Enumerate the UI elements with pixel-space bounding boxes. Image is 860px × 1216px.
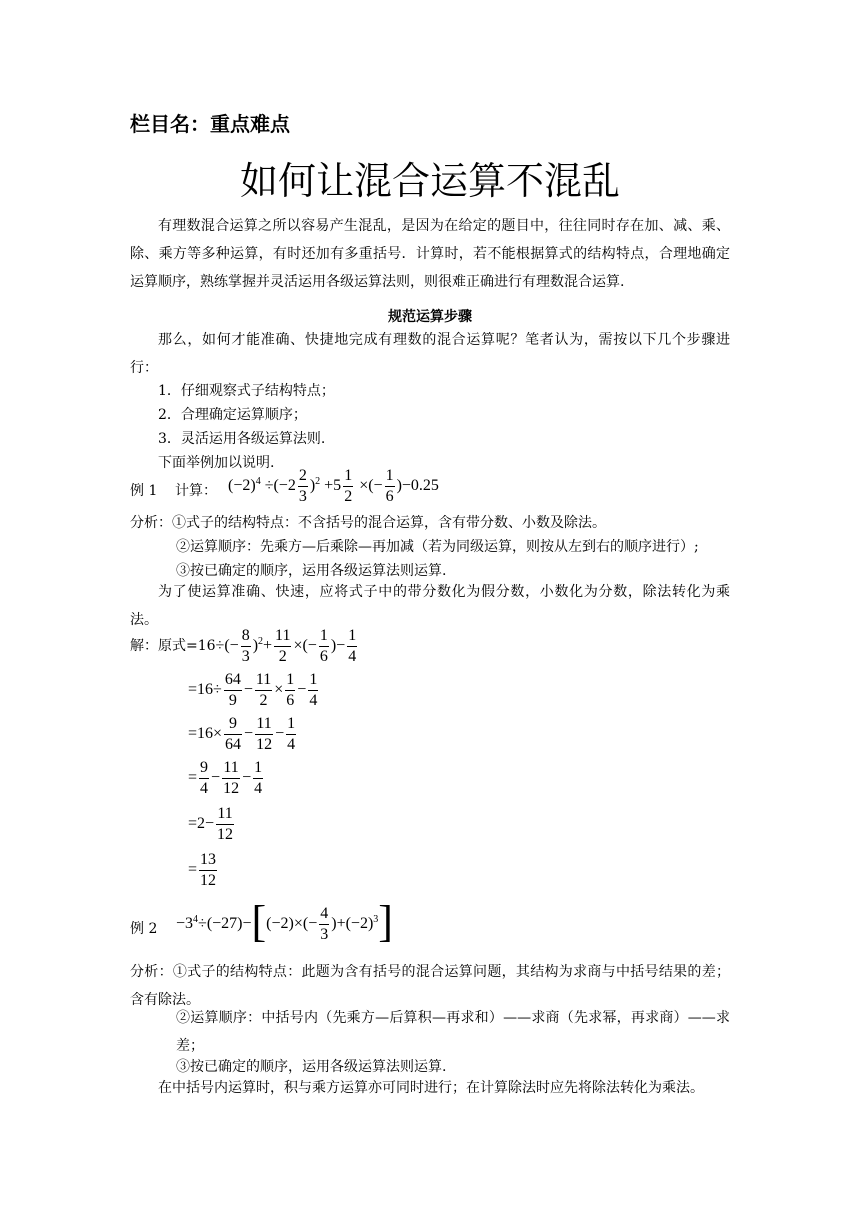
example-2-expression: $-3^4\div(-27)-[(-2)\times(-$ $\frac{4}{3}$ )$+(-2)^3$] — [176, 897, 393, 947]
example-1-label: 例 1 — [130, 483, 158, 499]
example-intro: 下面举例加以说明. — [158, 455, 275, 471]
example-1-analysis-3: ③按已确定的顺序，运用各级运算法则运算. — [176, 563, 447, 579]
solution-line-6: = $\frac{13}{12}$ — [188, 851, 217, 889]
lead-paragraph: 那么，如何才能准确、快捷地完成有理数的混合运算呢？笔者认为，需按以下几个步骤进行： — [130, 332, 730, 376]
solution-line-4: = $\frac{9}{4}$ − $\frac{11}{12}$ − $\frac{1}{4}$ — [188, 759, 263, 797]
step-1: 1．仔细观察式子结构特点； — [158, 383, 335, 399]
intro-paragraph: 有理数混合运算之所以容易产生混乱，是因为在给定的题目中，往往同时存在加、减、乘、除、乘方等多种运算，有时还加有多重括号．计算时，若不能根据算式的结构特点，合理地确定运算顺序，熟练掌握并灵活运用各级运算法则，则很难正确进行有理数混合运算. — [130, 218, 730, 290]
solution-line-1: 解：原式=16÷(− $\frac{8}{3}$ )$^2$+ $\frac{11}{2}$ ×(− $\frac{1}{6}$ )− $\frac{1}{4}$ — [130, 627, 357, 665]
example-2-note: 在中括号内运算时，积与乘方运算亦可同时进行；在计算除法时应先将除法转化为乘法。 — [158, 1080, 704, 1096]
example-2-analysis-3: ③按已确定的顺序，运用各级运算法则运算. — [176, 1059, 447, 1075]
example-1-expression: $(-2)^4 \div(-2$ $\frac{2}{3}$ )$^2$ +5 $\frac{1}{2}$ ×(− $\frac{1}{6}$ )−0.25 — [228, 467, 439, 505]
step-3: 3．灵活运用各级运算法则. — [158, 431, 326, 447]
solution-line-3: =16× $\frac{9}{64}$ − $\frac{11}{12}$ − $\frac{1}{4}$ — [188, 715, 296, 753]
solution-line-2: =16÷ $\frac{64}{9}$ − $\frac{11}{2}$ × $\frac{1}{6}$ − $\frac{1}{4}$ — [188, 671, 318, 709]
column-label: 栏目名：重点难点 — [130, 112, 290, 136]
page-title: 如何让混合运算不混乱 — [239, 159, 620, 203]
example-1-analysis-1: 分析：①式子的结构特点：不含括号的混合运算，含有带分数、小数及除法。 — [130, 515, 606, 531]
example-1-prompt: 计算： — [175, 483, 217, 499]
example-2-analysis-2: ②运算顺序：中括号内（先乘方—后算积—再求和）——求商（先求幂，再求商）——求差； — [176, 1010, 730, 1054]
example-2-analysis-1: 分析：①式子的结构特点：此题为含有括号的混合运算问题，其结构为求商与中括号结果的差；含有除法。 — [130, 964, 730, 1008]
step-2: 2．合理确定运算顺序； — [158, 407, 307, 423]
example-1-note: 为了使运算准确、快速，应将式子中的带分数化为假分数，小数化为分数，除法转化为乘法。 — [130, 584, 730, 628]
section-title: 规范运算步骤 — [388, 309, 472, 325]
example-2-label: 例 2 — [130, 921, 158, 937]
solution-line-5: =2− $\frac{11}{12}$ — [188, 805, 234, 843]
example-1-analysis-2: ②运算顺序：先乘方—后乘除—再加减（若为同级运算，则按从左到右的顺序进行）; — [176, 539, 699, 555]
